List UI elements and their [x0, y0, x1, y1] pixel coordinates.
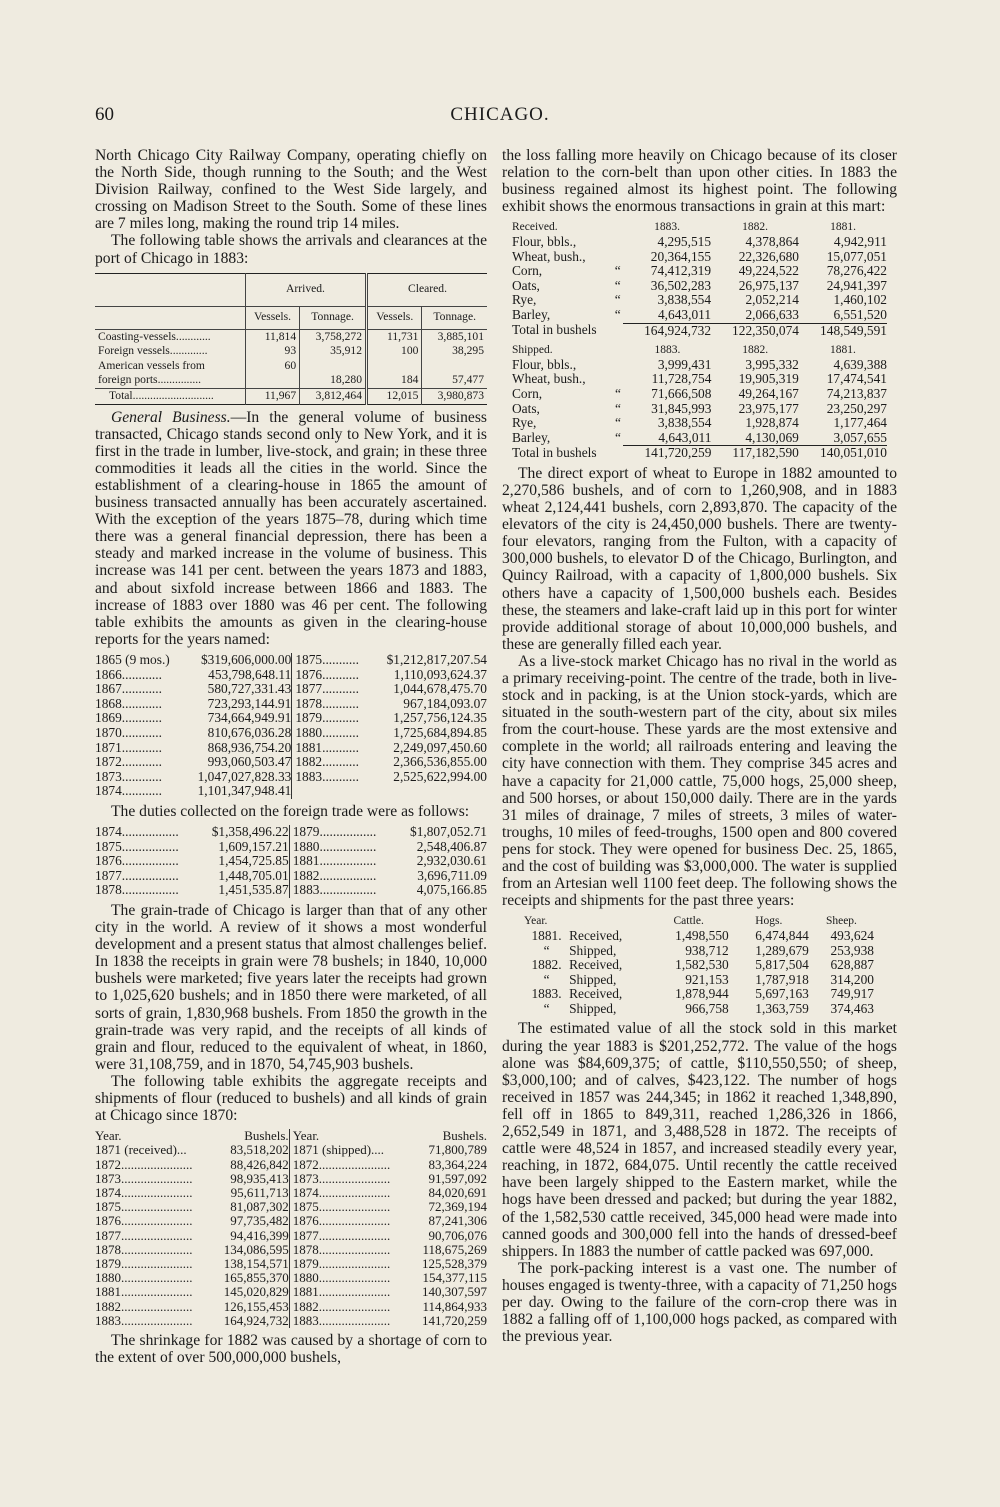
- table-total-row: Total in bushels 164,924,732 122,350,074 148,549,591: [512, 322, 887, 338]
- col-tonnage: Tonnage.: [422, 306, 487, 329]
- table-row: Corn, “ 71,666,508 49,264,167 74,213,837: [512, 385, 887, 401]
- running-header: [95, 104, 905, 132]
- paragraph-railways: North Chicago City Railway Company, operating chiefly on the North Side, though running to the South; and the West Division Railway, confined to the West Side largely, and crossing on Madison Street to the South. Some of these lines are 7 miles long, making the round trip 14 miles.: [95, 147, 487, 233]
- table-row: Rye, “ 3,838,554 1,928,874 1,177,464: [512, 415, 887, 431]
- table-row: 1881. Received, 1,498,550 6,474,844 493,624: [531, 927, 874, 943]
- clearing-house-table: [95, 653, 487, 799]
- table-row: 1866............ 453,798,648.11 1876........... 1,110,093,624.37: [95, 666, 487, 682]
- table-row: “ Shipped, 938,712 1,289,679 253,938: [543, 942, 874, 958]
- table-row: 1877...................... 94,416,399 1877...................... 90,706,076: [95, 1227, 487, 1243]
- table-row: 1876...................... 97,735,482 1876...................... 87,241,306: [95, 1213, 487, 1229]
- table-row: 1865 (9 mos.) $319,606,000.00 1875........... $1,212,817,207.54: [95, 651, 487, 667]
- arrived-header: Arrived.: [245, 273, 366, 306]
- table-row: Oats, “ 36,502,283 26,975,137 24,941,397: [512, 277, 887, 293]
- table-row: Barley, “ 4,643,011 4,130,069 3,057,655: [512, 429, 887, 445]
- table-row: 1869............ 734,664,949.91 1879........... 1,257,756,124.35: [95, 710, 487, 726]
- page-title: CHICAGO.: [450, 104, 550, 125]
- table-row: 1879...................... 138,154,571 1879...................... 125,528,379: [95, 1255, 487, 1271]
- paragraph-pork-packing: The pork-packing interest is a vast one. The number of houses engaged is twenty-three, with a capacity of 71,250 hogs per day. Owing to the failure of the corn-crop there was in 1882 a falling off of 1,100,000 hogs packed, as compared with the previous year.: [502, 1259, 897, 1346]
- table-row: Flour, bbls., 3,999,431 3,995,332 4,639,388: [512, 356, 887, 372]
- col-vessels: Vessels.: [367, 306, 422, 329]
- table-row: Wheat, bush., 20,364,155 22,326,680 15,077,051: [512, 248, 887, 264]
- table-row: 1867............ 580,727,331.43 1877........... 1,044,678,475.70: [95, 681, 487, 697]
- live-stock-table: [524, 914, 874, 1016]
- grain-receipts-shipments-table: [95, 1129, 487, 1328]
- cleared-header: Cleared.: [367, 273, 487, 306]
- table-row: 1883. Received, 1,878,944 5,697,163 749,917: [531, 986, 874, 1002]
- table-row: 1873...................... 98,935,413 1873...................... 91,597,092: [95, 1170, 487, 1186]
- duties-table: [95, 825, 487, 898]
- table-header-row: Year. Cattle. Hogs. Sheep.: [524, 915, 857, 928]
- table-row: 1883...................... 164,924,732 1883...................... 141,720,259: [95, 1312, 487, 1328]
- paragraph-arrivals-intro: The following table shows the arrivals and clearances at the port of Chicago in 1883:: [95, 232, 487, 267]
- page-number: 60: [95, 104, 114, 125]
- table-total-row: Total in bushels 141,720,259 117,182,590 140,051,010: [512, 445, 887, 461]
- col-tonnage: Tonnage.: [300, 306, 367, 329]
- table-row: 1882. Received, 1,582,530 5,817,504 628,887: [531, 957, 874, 973]
- grain-shipped-table: [512, 343, 887, 461]
- table-row: 1881...................... 145,020,829 1881...................... 140,307,597: [95, 1284, 487, 1300]
- table-row: Oats, “ 31,845,993 23,975,177 23,250,297: [512, 400, 887, 416]
- table-header-row: Year. Bushels. Year. Bushels.: [95, 1128, 487, 1144]
- table-row: Foreign vessels............. 93 35,912 100 38,295: [95, 344, 487, 359]
- table-row: 1875................. 1,609,157.21 1880................. 2,548,406.87: [95, 838, 487, 854]
- table-row: 1871............ 868,936,754.20 1881........... 2,249,097,450.60: [95, 739, 487, 755]
- paragraph-general-business: General Business.—In the general volume of business transacted, Chicago stands second only to New York, and it is first in the trade in lumber, live-stock, and grain; in these three commodities it leads all the cities in the world. Since the establishment of a clearing-house in 1865 the amount of business transacted annually has been accurately ascertained. With the exception of the years 1875–78, during which time there was a general financial depression, there has been a steady and marked increase in the volume of business. This increase was 141 per cent. between the years 1873 and 1883, and about sixfold increase between 1866 and 1883. The increase of 1883 over 1880 was 46 per cent. The following table exhibits the amounts as given in the clearing-house reports for the years named:: [95, 408, 487, 648]
- vessels-table: [95, 273, 487, 405]
- table-row: Corn, “ 74,412,319 49,224,522 78,276,422: [512, 263, 887, 279]
- table-row: 1873............ 1,047,027,828.33 1883........... 2,525,622,994.00: [95, 768, 487, 784]
- table-row: 1874............ 1,101,347,948.41: [95, 784, 487, 799]
- col-vessels: Vessels.: [245, 306, 299, 329]
- table-row: 1870............ 810,676,036.28 1880........... 1,725,684,894.85: [95, 724, 487, 740]
- table-row: 1872............ 993,060,503.47 1882........... 2,366,536,855.00: [95, 754, 487, 770]
- table-row: foreign ports............... 18,280 184 57,477: [95, 373, 487, 388]
- table-row: “ Shipped, 966,758 1,363,759 374,463: [543, 1000, 874, 1016]
- table-row: 1878................. 1,451,535.87 1883................. 4,075,166.85: [95, 882, 487, 898]
- paragraph-live-stock: As a live-stock market Chicago has no rival in the world as a primary receiving-point. The centre of the trade, both in live-stock and in packing, is at the Union stock-yards, which are situated in the south-western part of the city, about six miles from the court-house. These yards are the most extensive and complete in the world; all railroads entering and leaving the city have connection with them. They comprise 345 acres and have a capacity for 21,000 cattle, 75,000 hogs, 25,000 sheep, and 500 horses, or about 150,000 daily. There are in the yards 31 miles of drainage, 7 miles of streets, 3 miles of water-troughs, 10 miles of feed-troughs, 1500 open and 800 covered pens for stock. They were opened for business Dec. 25, 1865, and the cost of building was $3,000,000. The water is supplied from an Artesian well 1100 feet deep. The following shows the receipts and shipments for the past three years:: [502, 652, 897, 910]
- paragraph-grain-trade: The grain-trade of Chicago is larger than that of any other city in the world. A review of it shows a most wonderful development and a present status that almost challenges belief. In 1838 the receipts in grain were 78 bushels; in 1840, 10,000 bushels were marketed; five years later the receipts had grown to 1,025,620 bushels; and in 1850 there were marketed, of all sorts of grain, 1,830,968 bushels. From 1850 the growth in the grain-trade was very rapid, and the receipts of all kinds of grain and flour, reduced to the equivalent of wheat, in 1860, were 31,108,759, and in 1870, 54,745,903 bushels.: [95, 901, 487, 1073]
- right-column: [502, 147, 897, 1345]
- table-row: Rye, “ 3,838,554 2,052,214 1,460,102: [512, 292, 887, 308]
- table-total-row: Total............................ 11,967 3,812,464 12,015 3,980,873: [95, 389, 487, 405]
- table-row: 1871 (received)... 83,518,202 1871 (shipped).... 71,800,789: [95, 1142, 487, 1158]
- table-row: 1876................. 1,454,725.85 1881................. 2,932,030.61: [95, 853, 487, 869]
- paragraph-shrinkage: The shrinkage for 1882 was caused by a shortage of corn to the extent of over 500,000,000 bushels,: [95, 1332, 487, 1367]
- table-row: 1878...................... 134,086,595 1878...................... 118,675,269: [95, 1241, 487, 1257]
- table-row: 1875...................... 81,087,302 1875...................... 72,369,194: [95, 1199, 487, 1215]
- table-row: 1880...................... 165,855,370 1880...................... 154,377,115: [95, 1270, 487, 1286]
- paragraph-grain-table-intro: The following table exhibits the aggregate receipts and shipments of flour (reduced to bushels) and all kinds of grain at Chicago since 1870:: [95, 1072, 487, 1125]
- table-row: Wheat, bush., 11,728,754 19,905,319 17,474,541: [512, 371, 887, 387]
- table-row: 1877................. 1,448,705.01 1882................. 3,696,711.09: [95, 867, 487, 883]
- table-row: Coasting-vessels............ 11,814 3,758,272 11,731 3,885,101: [95, 329, 487, 344]
- table-row: Flour, bbls., 4,295,515 4,378,864 4,942,911: [512, 233, 887, 249]
- table-row: 1872...................... 88,426,842 1872...................... 83,364,224: [95, 1156, 487, 1172]
- table-header-row: Received. 1883. 1882. 1881.: [512, 221, 856, 234]
- table-row: 1874................. $1,358,496.22 1879................. $1,807,052.71: [95, 823, 487, 839]
- table-row: American vessels from 60: [95, 359, 487, 374]
- paragraph-loss: the loss falling more heavily on Chicago because of its closer relation to the corn-belt than upon other cities. In 1883 the business regained almost its highest point. The following exhibit shows the enormous transactions in grain at this mart:: [502, 147, 897, 216]
- grain-received-table: [512, 220, 887, 338]
- table-row: 1882...................... 126,155,453 1882...................... 114,864,933: [95, 1298, 487, 1314]
- table-row: Barley, “ 4,643,011 2,066,633 6,551,520: [512, 306, 887, 323]
- left-column: [95, 147, 487, 1366]
- table-row: 1868............ 723,293,144.91 1878........... 967,184,093.07: [95, 695, 487, 711]
- paragraph-duties-intro: The duties collected on the foreign trade were as follows:: [111, 802, 470, 820]
- table-row: 1874...................... 95,611,713 1874...................... 84,020,691: [95, 1184, 487, 1200]
- section-heading: General Business.: [111, 408, 231, 426]
- table-header-row: Shipped. 1883. 1882. 1881.: [512, 344, 856, 357]
- table-row: “ Shipped, 921,153 1,787,918 314,200: [543, 971, 874, 987]
- paragraph-stock-value: The estimated value of all the stock sold in this market during the year 1883 is $201,252,772. The value of the hogs alone was $84,609,375; of cattle, $110,550,550; of sheep, $3,000,100; and of calves, $423,122. The number of hogs received in 1857 was 244,345; in 1862 it reached 1,348,890, fell off in 1865 to 849,311, reached 1,286,326 in 1866, 2,652,549 in 1871, and 3,488,528 in 1872. The receipts of cattle were 48,524 in 1857, and increased steadily every year, reaching, in 1872, 684,075. Until recently the cattle received have been largely shipped to the Eastern market, while the hogs have been dressed and packed; but during the year 1882, of the 1,582,530 cattle received, 345,000 head were made into canned goods and 300,000 fell into the hands of dressed-beef shippers. In 1883 the number of cattle packed was 697,000.: [502, 1020, 897, 1260]
- paragraph-export-elevators: The direct export of wheat to Europe in 1882 amounted to 2,270,586 bushels, and of corn to 1,260,908, and in 1883 wheat 2,124,441 bushels, corn 2,893,870. The capacity of the elevators of the city is 24,450,000 bushels. There are twenty-four elevators, ranging from the Fulton, with a capacity of 300,000 bushels, to elevator D of the Chicago, Burlington, and Quincy Railroad, with a capacity of 1,800,000 bushels. Six others have a capacity of 1,500,000 bushels each. Besides these, the steamers and lake-craft laid up in this port for winter provide additional storage of about 10,000,000 bushels, and these are generally filled each year.: [502, 464, 897, 653]
